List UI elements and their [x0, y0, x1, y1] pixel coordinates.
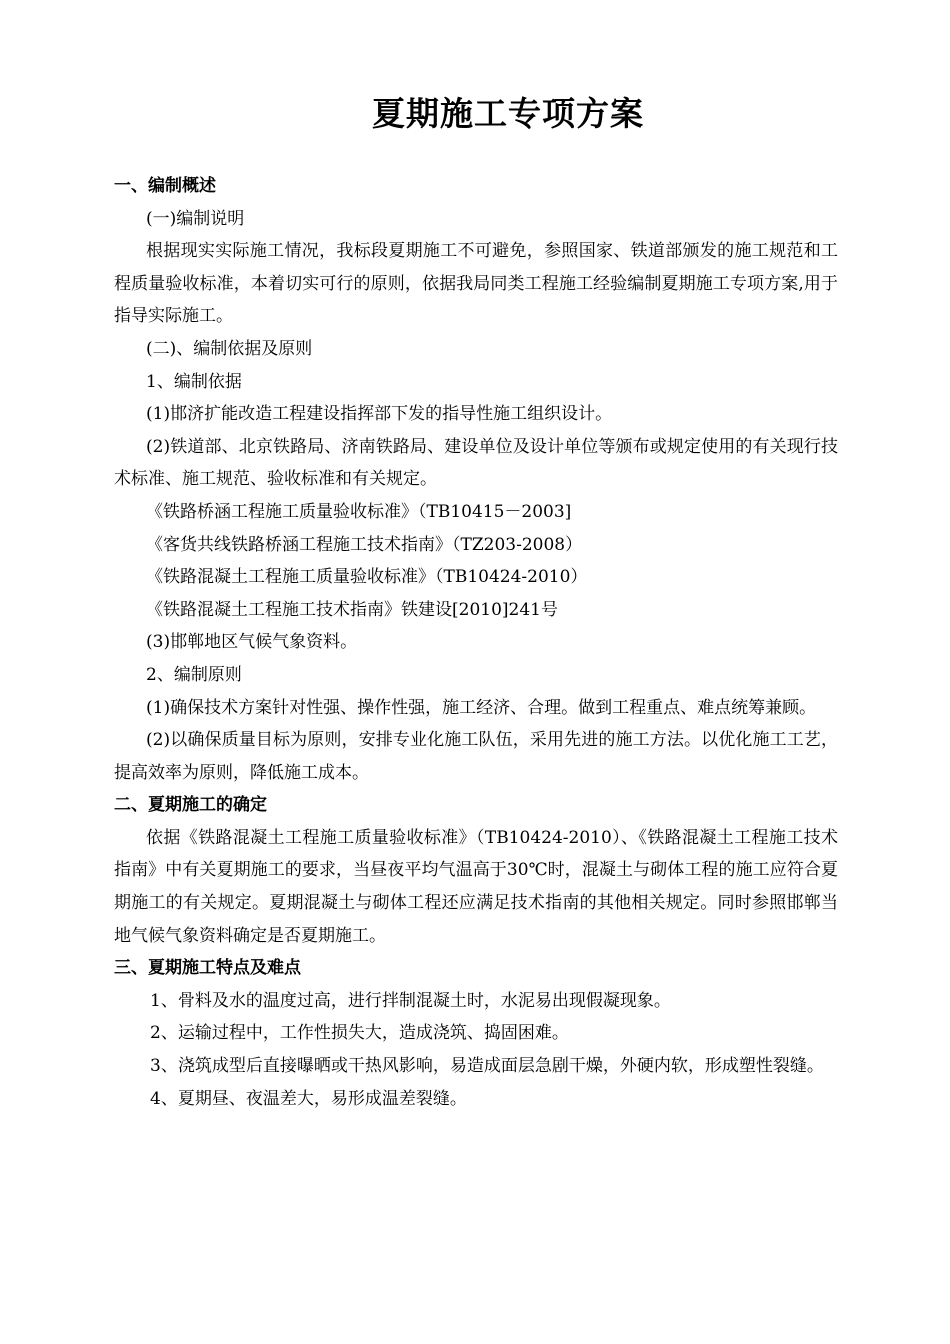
- item-basis: 1、编制依据: [146, 371, 242, 392]
- principle-item-1: (1)确保技术方案针对性强、操作性强，施工经济、合理。做到工程重点、难点统筹兼顾。: [146, 697, 817, 718]
- standard-item-3: 《铁路混凝土工程施工质量验收标准》（TB10424-2010）: [146, 567, 588, 588]
- subheading-description: (一)编制说明: [146, 208, 245, 229]
- document-body: [114, 170, 838, 1115]
- paragraph-determination: 依据《铁路混凝土工程施工质量验收标准》（TB10424-2010）、《铁路混凝土工程施工技术指南》中有关夏期施工的要求，当昼夜平均气温高于30℃时，混凝土与砌体工程的施工应符合夏期施工的有关规定。夏期混凝土与砌体工程还应满足技术指南的其他相关规定。同时参照邯郸当地气候气象资料确定是否夏期施工。: [114, 827, 838, 946]
- paragraph-description: 根据现实实际施工情况，我标段夏期施工不可避免，参照国家、铁道部颁发的施工规范和工程质量验收标准，本着切实可行的原则，依据我局同类工程施工经验编制夏期施工专项方案,用于指导实际施工。: [114, 241, 838, 327]
- basis-item-2: (2)铁道部、北京铁路局、济南铁路局、建设单位及设计单位等颁布或规定使用的有关现行技术标准、施工规范、验收标准和有关规定。: [114, 436, 838, 490]
- section-heading-characteristics: 三、夏期施工特点及难点: [114, 958, 301, 979]
- document-title: 夏期施工专项方案: [372, 94, 644, 133]
- basis-item-1: (1)邯济扩能改造工程建设指挥部下发的指导性施工组织设计。: [146, 404, 613, 425]
- subheading-basis-principles: (二)、编制依据及原则: [146, 338, 313, 359]
- characteristic-item-4: 4、夏期昼、夜温差大，易形成温差裂缝。: [150, 1088, 467, 1109]
- item-principles: 2、编制原则: [146, 664, 242, 685]
- section-heading-determination: 二、夏期施工的确定: [114, 795, 267, 816]
- principle-item-2: (2)以确保质量目标为原则，安排专业化施工队伍，采用先进的施工方法。以优化施工工艺，提高效率为原则，降低施工成本。: [114, 730, 838, 783]
- characteristic-item-2: 2、运输过程中，工作性损失大，造成浇筑、捣固困难。: [150, 1023, 569, 1044]
- characteristic-item-3: 3、浇筑成型后直接曝晒或干热风影响，易造成面层急剧干燥，外硬内软，形成塑性裂缝。: [150, 1056, 824, 1077]
- characteristic-item-1: 1、骨料及水的温度过高，进行拌制混凝土时，水泥易出现假凝现象。: [150, 990, 671, 1011]
- section-heading-overview: 一、编制概述: [114, 176, 216, 196]
- basis-item-3: (3)邯郸地区气候气象资料。: [146, 632, 358, 653]
- standard-item-2: 《客货共线铁路桥涵工程施工技术指南》（TZ203-2008）: [146, 534, 583, 555]
- standard-item-1: 《铁路桥涵工程施工质量验收标准》（TB10415－2003]: [146, 501, 572, 522]
- standard-item-4: 《铁路混凝土工程施工技术指南》铁建设[2010]241号: [146, 599, 558, 620]
